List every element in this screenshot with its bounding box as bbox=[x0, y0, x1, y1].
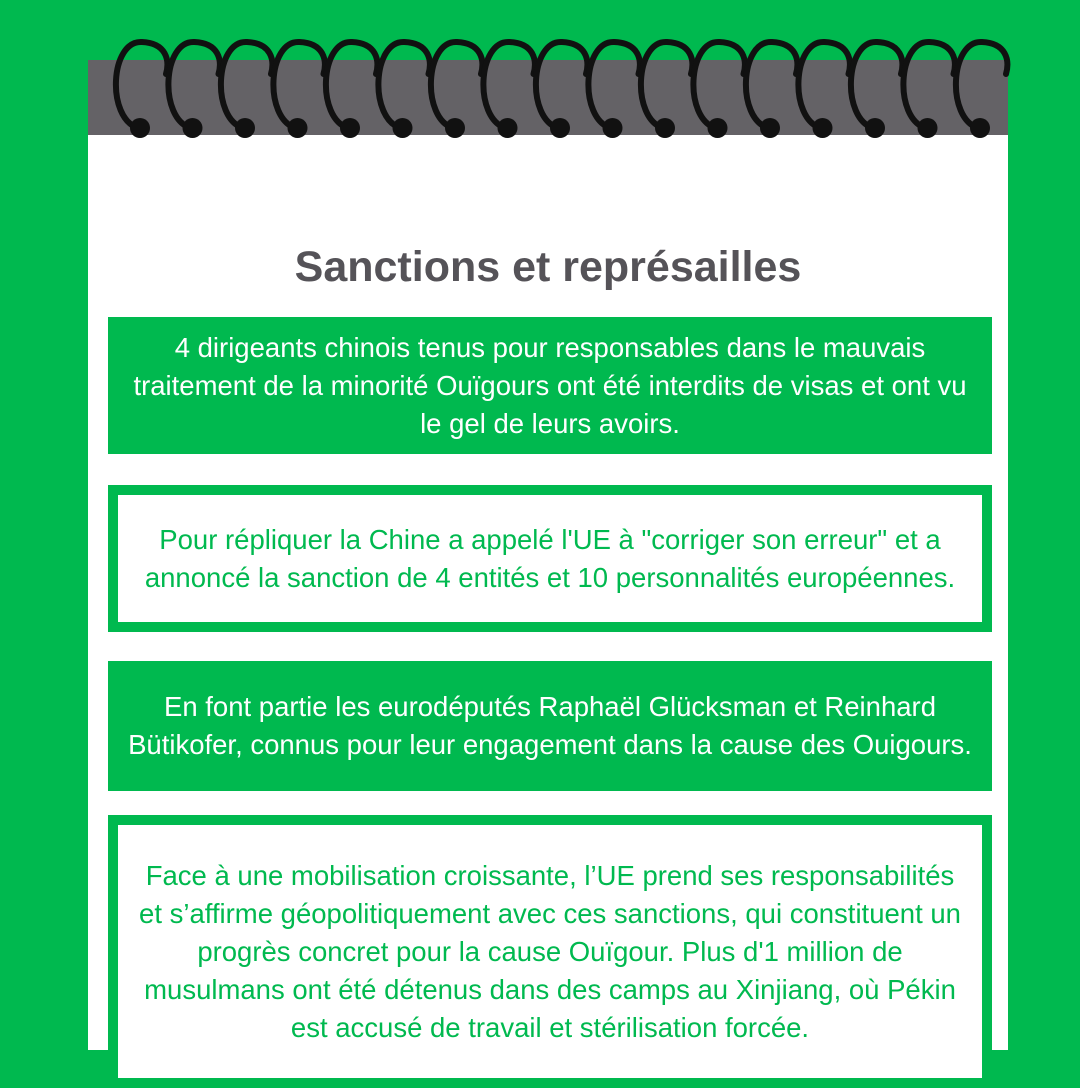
spiral-binding bbox=[88, 30, 1008, 140]
spiral-ring-icon bbox=[693, 42, 744, 138]
spiral-ring-icon bbox=[116, 42, 167, 138]
spiral-ring-icon bbox=[641, 42, 692, 138]
spiral-ring-icon bbox=[221, 42, 272, 138]
spiral-ring-icon bbox=[431, 42, 482, 138]
spiral-ring-icon bbox=[851, 42, 902, 138]
spiral-ring-icon bbox=[168, 42, 219, 138]
info-block-text: 4 dirigeants chinois tenus pour responsables dans le mauvais traitement de la minorité Ouïgours ont été interdits de visas et ont vu le gel de leurs avoirs. bbox=[133, 331, 967, 439]
info-block-text: Face à une mobilisation croissante, l’UE prend ses responsabilités et s’affirme géopolitiquement avec ces sanctions, qui constituent un progrès concret pour la cause Ouïgour. Plus d'1 million de musulmans ont été détenus dans des camps au Xinjiang, où Pékin est accusé de travail et stérilisation forcée. bbox=[139, 859, 961, 1043]
info-block-text: En font partie les eurodéputés Raphaël Glücksman et Reinhard Bütikofer, connus pour leur engagement dans la cause des Ouigours. bbox=[128, 691, 972, 760]
spiral-ring-icon bbox=[956, 42, 1007, 138]
spiral-ring-icon bbox=[746, 42, 797, 138]
spiral-ring-icon bbox=[378, 42, 429, 138]
info-block-4 bbox=[108, 815, 992, 1088]
info-block-3 bbox=[108, 661, 992, 791]
page-title: Sanctions et représailles bbox=[294, 243, 802, 291]
notepad-sheet bbox=[88, 135, 1008, 1050]
notepad bbox=[88, 60, 1008, 1050]
spiral-ring-icon bbox=[483, 42, 534, 138]
info-block-2 bbox=[108, 485, 992, 632]
spiral-ring-icon bbox=[273, 42, 324, 138]
spiral-ring-icon bbox=[903, 42, 954, 138]
spiral-ring-icon bbox=[326, 42, 377, 138]
info-block-text: Pour répliquer la Chine a appelé l'UE à "corriger son erreur" et a annoncé la sanction de 4 entités et 10 personnalités européennes. bbox=[144, 523, 956, 593]
info-block-1 bbox=[108, 317, 992, 454]
spiral-ring-icon bbox=[536, 42, 587, 138]
spiral-ring-icon bbox=[588, 42, 639, 138]
spiral-ring-icon bbox=[798, 42, 849, 138]
